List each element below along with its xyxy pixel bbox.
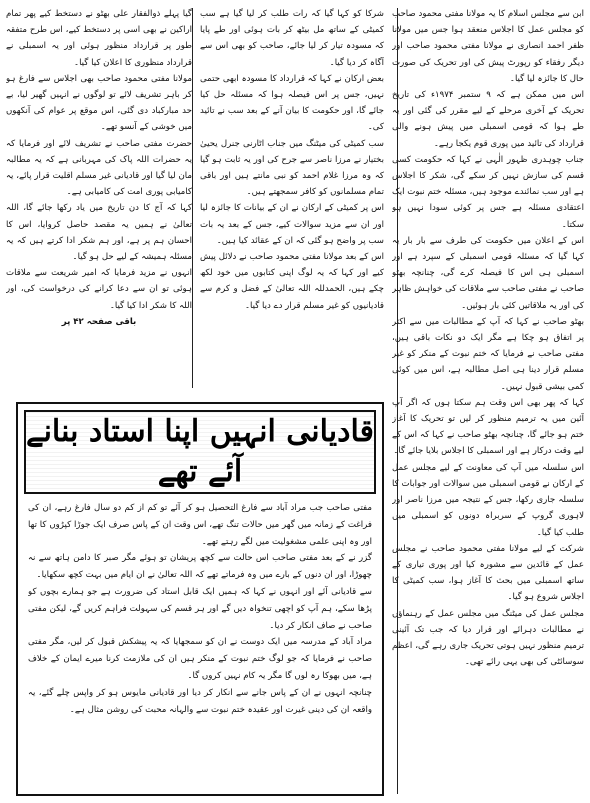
right-paragraph: اس میں ممکن ہے کہ ۹ ستمبر ۱۹۷۴ء کی تاریخ تحریک کے آخری مرحلے کے لیے مقرر کی گئی اور یہ طے ہوا کہ قومی اسمبلی میں پیش ہونے والی قرارداد کی تائید میں پوری قوم یکجا رہے۔ [392, 90, 584, 149]
middle-column [200, 6, 384, 394]
headline: قادیانی انہیں اپنا استاد بنانے آئے تھے [26, 414, 374, 489]
middle-paragraph: اس پر کمیٹی کے ارکان نے ان کے بیانات کا جائزہ لیا اور ان سے مزید سوالات کیے، جس کے بعد یہ بات سب پر واضح ہو گئی کہ ان کے عقائد کیا ہیں۔ [200, 203, 384, 246]
middle-paragraph: اس کے بعد مولانا مفتی محمود صاحب نے دلائل پیش کیے اور کہا کہ یہ لوگ اپنی کتابوں میں خود لکھ چکے ہیں، الحمدللہ اللہ تعالیٰ کے فضل و کرم سے قادیانیوں کو غیر مسلم قرار دے دیا گیا۔ [200, 252, 384, 311]
left-paragraph: انہوں نے مزید فرمایا کہ امیر شریعت سے ملاقات ہوئی تو ان سے دعا کرانے کی درخواست کی، اور اللہ کا شکر ادا کیا گیا۔ [6, 268, 192, 311]
right-paragraph: جناب چوہدری ظہور الٰہی نے کہا کہ حکومت کسی قسم کی سازش نہیں کر سکے گی، شکر کا اجلاس ہے اور سب نمائندے موجود ہیں، مسئلہ ختم نبوت ایک اعتقادی مسئلہ ہے جس پر کوئی سودا نہیں ہو سکتا۔ [392, 154, 584, 230]
box-paragraph: مفتی صاحب جب مراد آباد سے فارغ التحصیل ہو کر آئے تو کم از کم دو سال فارغ رہے، ان کی فراغت کے زمانہ میں گھر میں حالات تنگ تھے، اس وقت ان کے پاس صرف ایک جوڑا کپڑوں کا تھا اور وہ اپنی علمی مشغولیت میں لگے رہتے تھے۔ [28, 503, 372, 547]
left-paragraph: مولانا مفتی محمود صاحب بھی اجلاس سے فارغ ہو کر باہر تشریف لائے تو لوگوں نے انہیں گھیر لیا، بے حد مبارکباد دی گئی، اس موقع پر عوام کی آنکھوں میں خوشی کے آنسو تھے۔ [6, 73, 192, 133]
headline-band [24, 410, 376, 494]
middle-paragraph: بعض ارکان نے کہا کہ قرارداد کا مسودہ ابھی حتمی نہیں، جس پر اس فیصلہ ہوا کہ مسئلہ حل کیا جائے گا، اور حکومت کا بیان آنے کے بعد سب نے تائید کی۔ [200, 73, 384, 133]
box-paragraph: چنانچہ انہوں نے ان کے پاس جانے سے انکار کر دیا اور قادیانی مایوس ہو کر واپس چلے گئے، یہ واقعہ ان کی دینی غیرت اور عقیدہ ختم نبوت سے والہانہ محبت کی روشن مثال ہے۔ [28, 687, 372, 715]
right-paragraph: شرکت کے لیے مولانا مفتی محمود صاحب نے مجلس عمل کے قائدین سے مشورہ کیا اور پوری تیاری کے ساتھ اسمبلی میں بحث کا آغاز ہوا، سب کمیٹی کا اجلاس شروع ہو گیا۔ [392, 543, 584, 603]
box-paragraph: گزر نے کے بعد مفتی صاحب اس حالت سے کچھ پریشان تو ہوئے مگر صبر کا دامن ہاتھ سے نہ چھوڑا، اور ان دنوں کے بارے میں وہ فرماتے تھے کہ اللہ تعالیٰ نے ان ایام میں بہت کچھ سکھایا۔ [28, 553, 372, 581]
right-paragraph: بھٹو صاحب نے کہا کہ آپ کے مطالبات میں سے اکثر پر اتفاق ہو چکا ہے مگر ایک دو نکات باقی ہیں، مفتی صاحب نے فرمایا کہ ختم نبوت کے منکر کو غیر مسلم قرار دینا ہی اصل مطالبہ ہے، اس میں کوئی کمی بیشی قبول نہیں۔ [392, 316, 584, 392]
left-paragraph: کہا کہ آج کا دن تاریخ میں یاد رکھا جائے گا، اللہ تعالیٰ نے ہمیں یہ مقصد حاصل کروایا، اس کا احسان ہم پر ہے، اور ہم شکر ادا کرتے ہیں کہ یہ مسئلہ ہمیشہ کے لیے حل ہو گیا۔ [6, 203, 192, 263]
right-column [392, 6, 584, 798]
right-paragraph: اس سلسلہ میں آپ کی معاونت کے لیے مجلس عمل کے ارکان نے قومی اسمبلی میں سوالات اور جوابات کا سلسلہ جاری رکھا، جس کے نتیجہ میں مرزا ناصر اور لاہوری گروپ کے سربراہ دونوں کو اسمبلی میں طلب کیا گیا۔ [392, 462, 584, 538]
middle-paragraph: شرکا کو کہا گیا کہ رات طلب کر لیا گیا ہے سب کمیٹی کے ساتھ مل بیٹھ کر بات ہوئی اور طے پایا کہ مسودہ تیار کر لیا جائے، صاحب کو بھی اس سے آگاہ کر دیا گیا۔ [200, 9, 384, 68]
box-paragraph: مراد آباد کے مدرسہ میں ایک دوست نے ان کو سمجھایا کہ یہ پیشکش قبول کر لیں، مگر مفتی صاحب نے فرمایا کہ جو لوگ ختم نبوت کے منکر ہیں ان کی ملازمت کرنا میرے ایمان کے خلاف ہے، میں بھوکا رہ لوں گا مگر یہ کام نہیں کروں گا۔ [28, 637, 372, 681]
boxed-article [16, 402, 384, 796]
right-paragraph: کہا کہ پھر بھی اس وقت ہم سکتا ہوں کہ اگر آپ آئین میں یہ ترمیم منظور کر لیں تو تحریک کا آغاز ختم ہو جائے گا، چنانچہ بھٹو صاحب نے کہا کہ اس کے لیے وقت درکار ہے اور اسمبلی کا اجلاس بلایا جائے گا۔ [392, 397, 584, 457]
left-paragraph: حضرت مفتی صاحب نے تشریف لائے اور فرمایا کہ یہ حضرات اللہ پاک کی مہربانی ہے کہ یہ مطالبہ مان لیا گیا اور قادیانی غیر مسلم اقلیت قرار پائے، یہ کامیابی پوری امت کی کامیابی ہے۔ [6, 138, 192, 198]
right-paragraph: اس کے اعلان میں حکومت کی طرف سے بار بار یہ کہا گیا کہ مسئلہ قومی اسمبلی کے سپرد ہے اور اسمبلی ہی اس کا فیصلہ کرے گی، چنانچہ بھٹو صاحب نے مفتی صاحب سے ملاقات کی خواہش ظاہر کی اور یہ ملاقاتیں کئی بار ہوئیں۔ [392, 235, 584, 311]
continued-note: باقی صفحہ ۴۲ پر [61, 316, 137, 327]
column-divider [397, 8, 398, 794]
right-paragraph: مجلس عمل کی میٹنگ میں مجلس عمل کے رہنماؤں نے مطالبات دہرائے اور قرار دیا کہ جب تک آئینی ترمیم منظور نہیں ہوتی تحریک جاری رہے گی، اعظم سوسائٹی کی بھی یہی رائے تھی۔ [392, 608, 584, 668]
right-paragraph: ابن سے مجلس اسلام کا یہ مولانا مفتی محمود صاحب کو مجلس عمل کا اجلاس منعقد ہوا جس میں مولانا ظفر احمد انصاری نے مولانا مفتی محمود صاحب اور دیگر رفقاء کو رپورٹ پیش کی اور تحریک کی صورت حال کا جائزہ لیا گیا۔ [392, 9, 584, 84]
boxed-article-body [28, 500, 372, 790]
left-column [6, 6, 192, 398]
middle-paragraph: سب کمیٹی کی میٹنگ میں جناب اٹارنی جنرل یحییٰ بختیار نے مرزا ناصر سے جرح کی اور یہ ثابت ہو گیا کہ وہ مرزا غلام احمد کو نبی مانتے ہیں اور باقی تمام مسلمانوں کو کافر سمجھتے ہیں۔ [200, 138, 384, 198]
left-paragraph: گیا پہلے ذوالفقار علی بھٹو نے دستخط کیے پھر تمام اراکین نے بھی اسی پر دستخط کیے، اس طرح متفقہ طور پر قرارداد منظور ہوئی اور یہ اسمبلی نے قرارداد منظوری کا اعلان کیا گیا۔ [6, 9, 192, 68]
box-paragraph: سے قادیانی آئے اور انہوں نے کہا کہ ہمیں ایک قابل استاد کی ضرورت ہے جو ہمارے بچوں کو پڑھا سکے، ہم آپ کو اچھی تنخواہ دیں گے اور ہر قسم کی سہولت فراہم کریں گے، لیکن مفتی صاحب نے صاف انکار کر دیا۔ [28, 586, 372, 631]
column-divider [192, 8, 193, 388]
